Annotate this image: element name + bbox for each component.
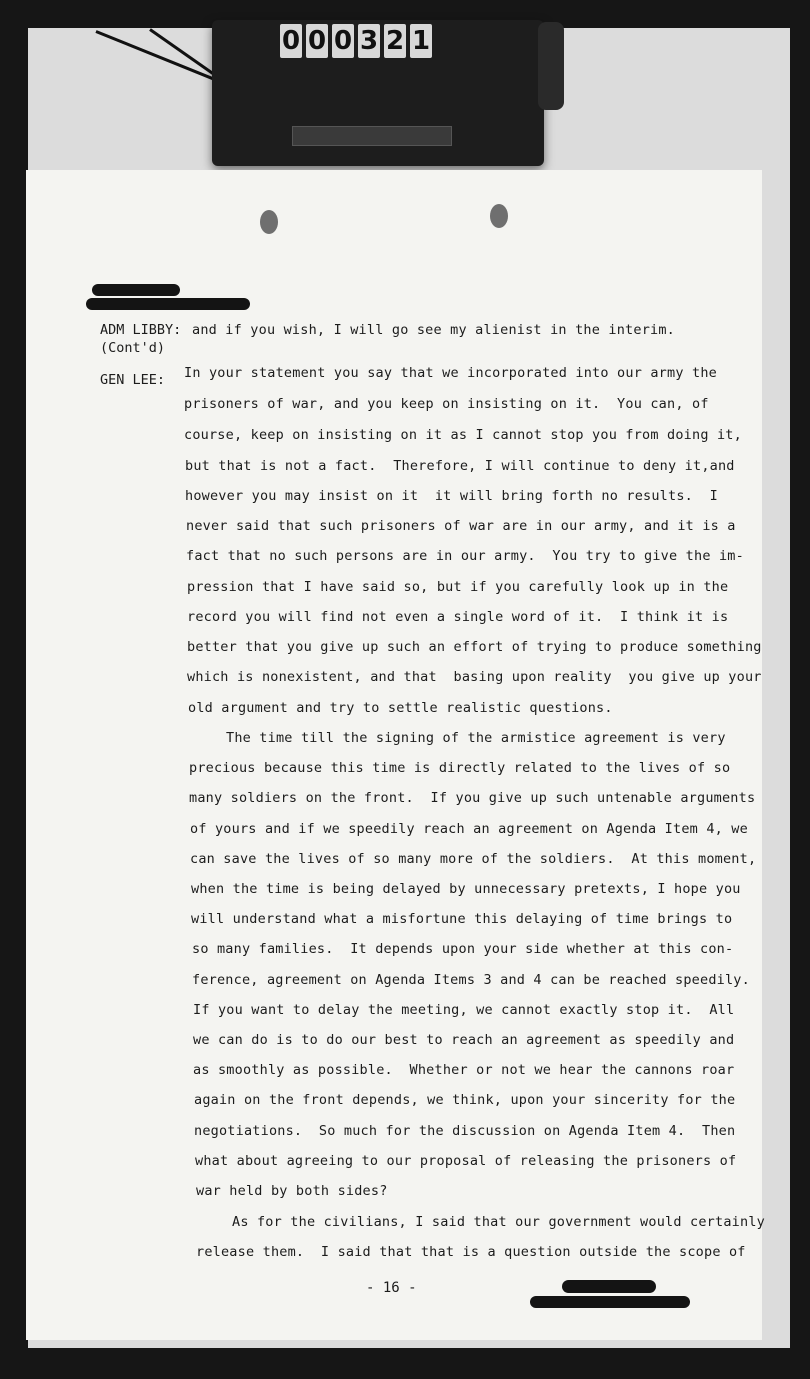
counter-digit: 2 xyxy=(385,26,405,56)
counter-digit: 1 xyxy=(411,26,431,56)
speaker-continued: (Cont'd) xyxy=(100,340,166,356)
redaction-mark xyxy=(562,1280,656,1293)
text-line: of yours and if we speedily reach an agreement on Agenda Item 4, we xyxy=(190,821,748,837)
text-line: many soldiers on the front. If you give up such untenable arguments xyxy=(189,790,756,806)
redaction-mark xyxy=(86,298,250,310)
speaker-label: GEN LEE: xyxy=(100,372,166,388)
redaction-mark xyxy=(530,1296,690,1308)
counter-digit: 0 xyxy=(333,26,353,56)
text-line: precious because this time is directly related to the lives of so xyxy=(189,760,731,776)
text-line: negotiations. So much for the discussion on Agenda Item 4. Then xyxy=(194,1123,736,1139)
text-line: never said that such prisoners of war are in our army, and it is a xyxy=(186,518,736,534)
text-line: which is nonexistent, and that basing upon reality you give up your xyxy=(187,669,762,685)
text-line: pression that I have said so, but if you carefully look up in the xyxy=(187,579,729,595)
text-line: In your statement you say that we incorporated into our army the xyxy=(184,365,717,381)
speaker-label: ADM LIBBY: xyxy=(100,322,182,338)
text-line: release them. I said that that is a question outside the scope of xyxy=(196,1244,746,1260)
punch-hole xyxy=(260,210,278,234)
text-line: what about agreeing to our proposal of releasing the prisoners of xyxy=(195,1153,737,1169)
text-line: can save the lives of so many more of the soldiers. At this moment, xyxy=(190,851,757,867)
counter-digit: 0 xyxy=(307,26,327,56)
text-line: As for the civilians, I said that our government would certainly xyxy=(232,1214,765,1230)
text-line: old argument and try to settle realistic questions. xyxy=(188,700,613,716)
text-line: record you will find not even a single word of it. I think it is xyxy=(187,609,729,625)
text-line: however you may insist on it it will bring forth no results. I xyxy=(185,488,718,504)
text-line: fact that no such persons are in our army. You try to give the im- xyxy=(186,548,744,564)
text-line: course, keep on insisting on it as I cannot stop you from doing it, xyxy=(184,427,742,443)
text-line: so many families. It depends upon your side whether at this con- xyxy=(192,941,734,957)
counter-knob xyxy=(538,22,564,110)
counter-digit: 3 xyxy=(359,26,379,56)
frame-counter-digits xyxy=(280,24,432,58)
counter-digit: 0 xyxy=(281,26,301,56)
page-number: - 16 - xyxy=(366,1280,417,1296)
text-line: ference, agreement on Agenda Items 3 and 4 can be reached speedily. xyxy=(192,972,750,988)
text-line: If you want to delay the meeting, we cannot exactly stop it. All xyxy=(193,1002,735,1018)
counter-plate xyxy=(292,126,452,146)
text-line: but that is not a fact. Therefore, I will continue to deny it,and xyxy=(185,458,735,474)
text-line: as smoothly as possible. Whether or not we hear the cannons roar xyxy=(193,1062,735,1078)
dialogue-text: and if you wish, I will go see my alienist in the interim. xyxy=(192,322,676,338)
redaction-mark xyxy=(92,284,180,296)
text-line: we can do is to do our best to reach an agreement as speedily and xyxy=(193,1032,735,1048)
text-line: prisoners of war, and you keep on insisting on it. You can, of xyxy=(184,396,709,412)
text-line: better that you give up such an effort of trying to produce something xyxy=(187,639,762,655)
text-line: will understand what a misfortune this delaying of time brings to xyxy=(191,911,733,927)
document-page xyxy=(26,170,765,1340)
text-line: when the time is being delayed by unnecessary pretexts, I hope you xyxy=(191,881,741,897)
text-line: again on the front depends, we think, upon your sincerity for the xyxy=(194,1092,736,1108)
text-line: The time till the signing of the armistice agreement is very xyxy=(226,730,726,746)
punch-hole xyxy=(490,204,508,228)
text-line: war held by both sides? xyxy=(196,1183,388,1199)
